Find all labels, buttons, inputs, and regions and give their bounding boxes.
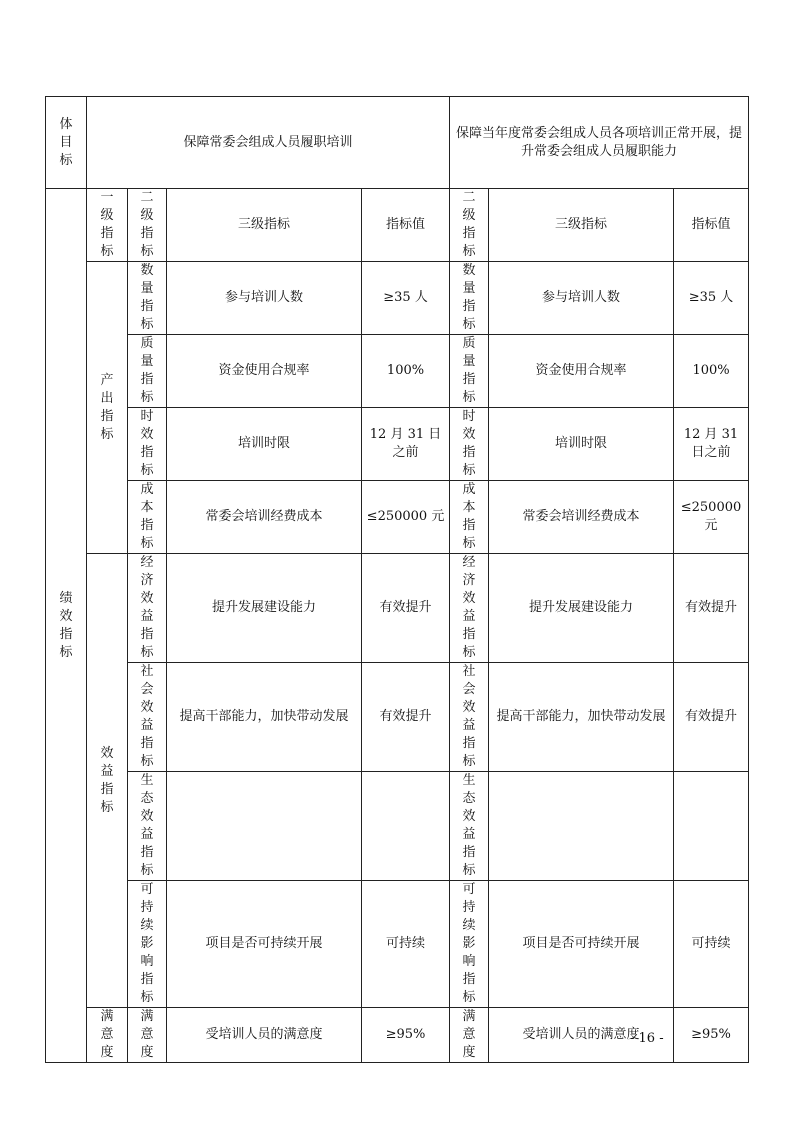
- table-row: [46, 772, 749, 881]
- level3-cell-left: 提高干部能力，加快带动发展: [167, 663, 362, 772]
- value-cell-right: 12 月 31 日之前: [674, 408, 749, 481]
- level2-cell-left: 满 意 度: [128, 1008, 167, 1063]
- level3-cell-left: 培训时限: [167, 408, 362, 481]
- level2-cell-right: 社 会 效 益 指 标: [450, 663, 489, 772]
- level3-header-left: 三级指标: [167, 189, 362, 262]
- level2-cell-left: 成 本 指 标: [128, 481, 167, 554]
- left-goal-text: 保障常委会组成人员履职培训: [87, 97, 450, 189]
- level3-cell-left: 项目是否可持续开展: [167, 881, 362, 1008]
- level3-cell-left: 提升发展建设能力: [167, 554, 362, 663]
- level2-cell-left: 社 会 效 益 指 标: [128, 663, 167, 772]
- table-row: [46, 262, 749, 335]
- level2-cell-right: 数 量 指 标: [450, 262, 489, 335]
- level3-cell-left: 资金使用合规率: [167, 335, 362, 408]
- group-output-label: 产 出 指 标: [87, 262, 128, 554]
- level2-cell-left: 可 持 续 影 响 指 标: [128, 881, 167, 1008]
- table-row: [46, 408, 749, 481]
- value-header-right: 指标值: [674, 189, 749, 262]
- level2-cell-left: 时 效 指 标: [128, 408, 167, 481]
- level3-cell-right: 培训时限: [489, 408, 674, 481]
- level3-cell-left: 常委会培训经费成本: [167, 481, 362, 554]
- level3-cell-right: 提升发展建设能力: [489, 554, 674, 663]
- value-cell-left: ≤250000 元: [362, 481, 450, 554]
- group-satisfaction-label: 满 意 度: [87, 1008, 128, 1063]
- level2-header-right: 二 级 指 标: [450, 189, 489, 262]
- value-cell-right: ≥95%: [674, 1008, 749, 1063]
- value-cell-left: 100%: [362, 335, 450, 408]
- value-cell-right: 100%: [674, 335, 749, 408]
- table-row: [46, 481, 749, 554]
- value-cell-right: [674, 772, 749, 881]
- goal-header-label: 体 目 标: [46, 97, 87, 189]
- page-number: - 16 -: [630, 1031, 664, 1046]
- level2-cell-right: 质 量 指 标: [450, 335, 489, 408]
- level3-cell-left: 受培训人员的满意度: [167, 1008, 362, 1063]
- level2-cell-left: 生 态 效 益 指 标: [128, 772, 167, 881]
- value-cell-right: 可持续: [674, 881, 749, 1008]
- level3-cell-right: [489, 772, 674, 881]
- value-cell-right: 有效提升: [674, 554, 749, 663]
- value-header-left: 指标值: [362, 189, 450, 262]
- performance-goal-table: [45, 96, 749, 1063]
- right-goal-text: 保障当年度常委会组成人员各项培训正常开展，提升常委会组成人员履职能力: [450, 97, 749, 189]
- level3-cell-right: 参与培训人数: [489, 262, 674, 335]
- level2-cell-right: 成 本 指 标: [450, 481, 489, 554]
- level2-cell-right: 经 济 效 益 指 标: [450, 554, 489, 663]
- level3-cell-right: 资金使用合规率: [489, 335, 674, 408]
- value-cell-left: ≥35 人: [362, 262, 450, 335]
- value-cell-right: 有效提升: [674, 663, 749, 772]
- level2-cell-left: 经 济 效 益 指 标: [128, 554, 167, 663]
- level3-cell-right: 提高干部能力，加快带动发展: [489, 663, 674, 772]
- level3-cell-right: 项目是否可持续开展: [489, 881, 674, 1008]
- value-cell-left: 12 月 31 日之前: [362, 408, 450, 481]
- level3-cell-left: [167, 772, 362, 881]
- value-cell-right: ≥35 人: [674, 262, 749, 335]
- level2-cell-right: 满 意 度: [450, 1008, 489, 1063]
- table-row: [46, 881, 749, 1008]
- value-cell-right: ≤250000 元: [674, 481, 749, 554]
- level3-cell-right: 受培训人员的满意度: [489, 1008, 674, 1063]
- level2-header-left: 二 级 指 标: [128, 189, 167, 262]
- performance-indicator-label: 绩 效 指 标: [46, 189, 87, 1063]
- table-row: [46, 335, 749, 408]
- value-cell-left: 有效提升: [362, 663, 450, 772]
- level2-cell-left: 数 量 指 标: [128, 262, 167, 335]
- table-row: [46, 663, 749, 772]
- level2-cell-right: 时 效 指 标: [450, 408, 489, 481]
- level3-header-right: 三级指标: [489, 189, 674, 262]
- level2-cell-right: 生 态 效 益 指 标: [450, 772, 489, 881]
- level3-cell-right: 常委会培训经费成本: [489, 481, 674, 554]
- level1-header: 一 级 指 标: [87, 189, 128, 262]
- value-cell-left: ≥95%: [362, 1008, 450, 1063]
- level2-cell-right: 可 持 续 影 响 指 标: [450, 881, 489, 1008]
- group-benefit-label: 效 益 指 标: [87, 554, 128, 1008]
- value-cell-left: 有效提升: [362, 554, 450, 663]
- table-row: [46, 554, 749, 663]
- level2-cell-left: 质 量 指 标: [128, 335, 167, 408]
- value-cell-left: 可持续: [362, 881, 450, 1008]
- level3-cell-left: 参与培训人数: [167, 262, 362, 335]
- value-cell-left: [362, 772, 450, 881]
